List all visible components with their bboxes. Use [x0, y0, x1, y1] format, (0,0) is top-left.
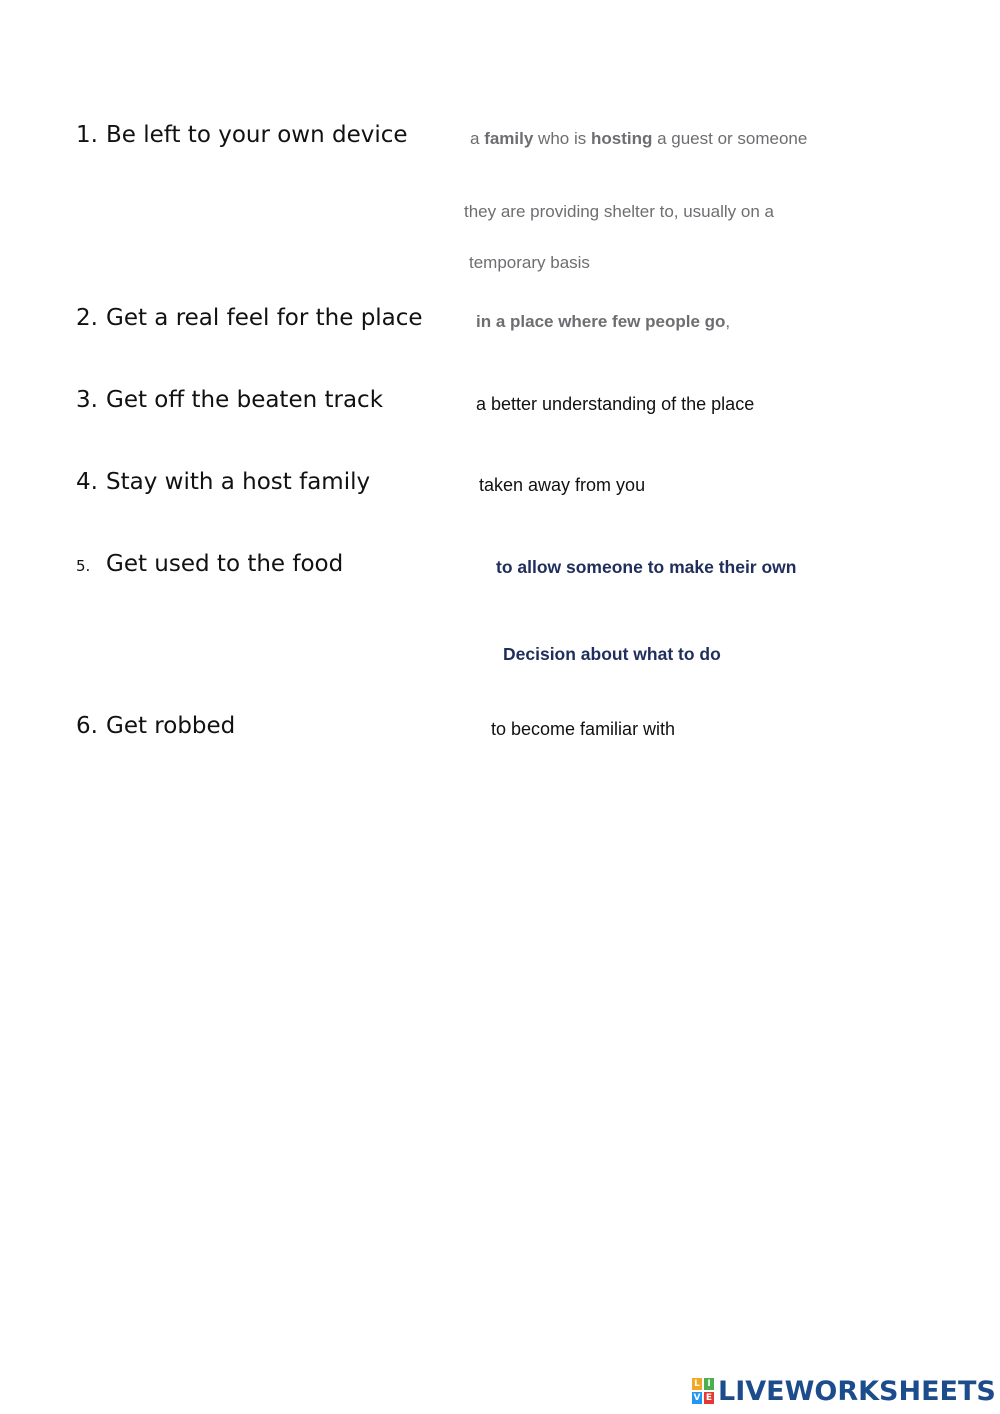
phrase-number: 2.: [76, 305, 98, 331]
definition-robbed: taken away from you: [479, 475, 646, 495]
phrase-number: 6.: [76, 713, 98, 739]
def-keyword-family: family: [484, 129, 534, 148]
phrase-item-6: [76, 715, 235, 738]
logo-text: LIVEWORKSHEETS: [718, 1375, 996, 1407]
phrase-item-4: [76, 471, 370, 494]
logo-mark-icon: [692, 1378, 714, 1404]
definition-own-device-line2: Decision about what to do: [503, 644, 721, 664]
logo-tile-e: E: [705, 1393, 713, 1403]
def-bold-text: in a place where few people go: [476, 312, 726, 331]
phrase-item-1: [76, 124, 408, 147]
logo-tile-v: V: [693, 1393, 701, 1403]
phrase-number: 3.: [76, 387, 98, 413]
phrase-text: Be left to your own device: [106, 122, 408, 148]
def-text: ,: [725, 312, 731, 331]
definition-used-to: to become familiar with: [491, 719, 676, 739]
def-text: who is: [533, 129, 591, 148]
logo-tile-i: I: [704, 1378, 714, 1390]
def-keyword-hosting: hosting: [590, 129, 653, 148]
phrase-number: 1.: [76, 122, 98, 148]
phrase-number: 5.: [76, 557, 91, 575]
phrase-item-2: [76, 307, 423, 330]
def-text: a: [470, 129, 485, 148]
definition-off-track: [476, 313, 730, 330]
definition-host-family-line1: [470, 130, 807, 147]
phrase-item-3: [76, 389, 383, 412]
phrase-number: 4.: [76, 469, 98, 495]
liveworksheets-logo: [692, 1374, 996, 1408]
definition-host-family-line3: temporary basis: [469, 253, 590, 272]
phrase-text: Get used to the food: [106, 551, 344, 577]
definition-host-family-line2: they are providing shelter to, usually on a: [464, 202, 774, 221]
definition-real-feel: a better understanding of the place: [476, 394, 755, 414]
def-text: a guest or someone: [652, 129, 808, 148]
logo-tile-l: L: [692, 1378, 702, 1390]
definition-own-device-line1: to allow someone to make their own: [496, 557, 797, 577]
phrase-text: Stay with a host family: [106, 469, 371, 495]
phrase-text: Get a real feel for the place: [106, 305, 423, 331]
phrase-text: Get off the beaten track: [106, 387, 384, 413]
phrase-item-5: [76, 553, 343, 576]
phrase-text: Get robbed: [106, 713, 236, 739]
